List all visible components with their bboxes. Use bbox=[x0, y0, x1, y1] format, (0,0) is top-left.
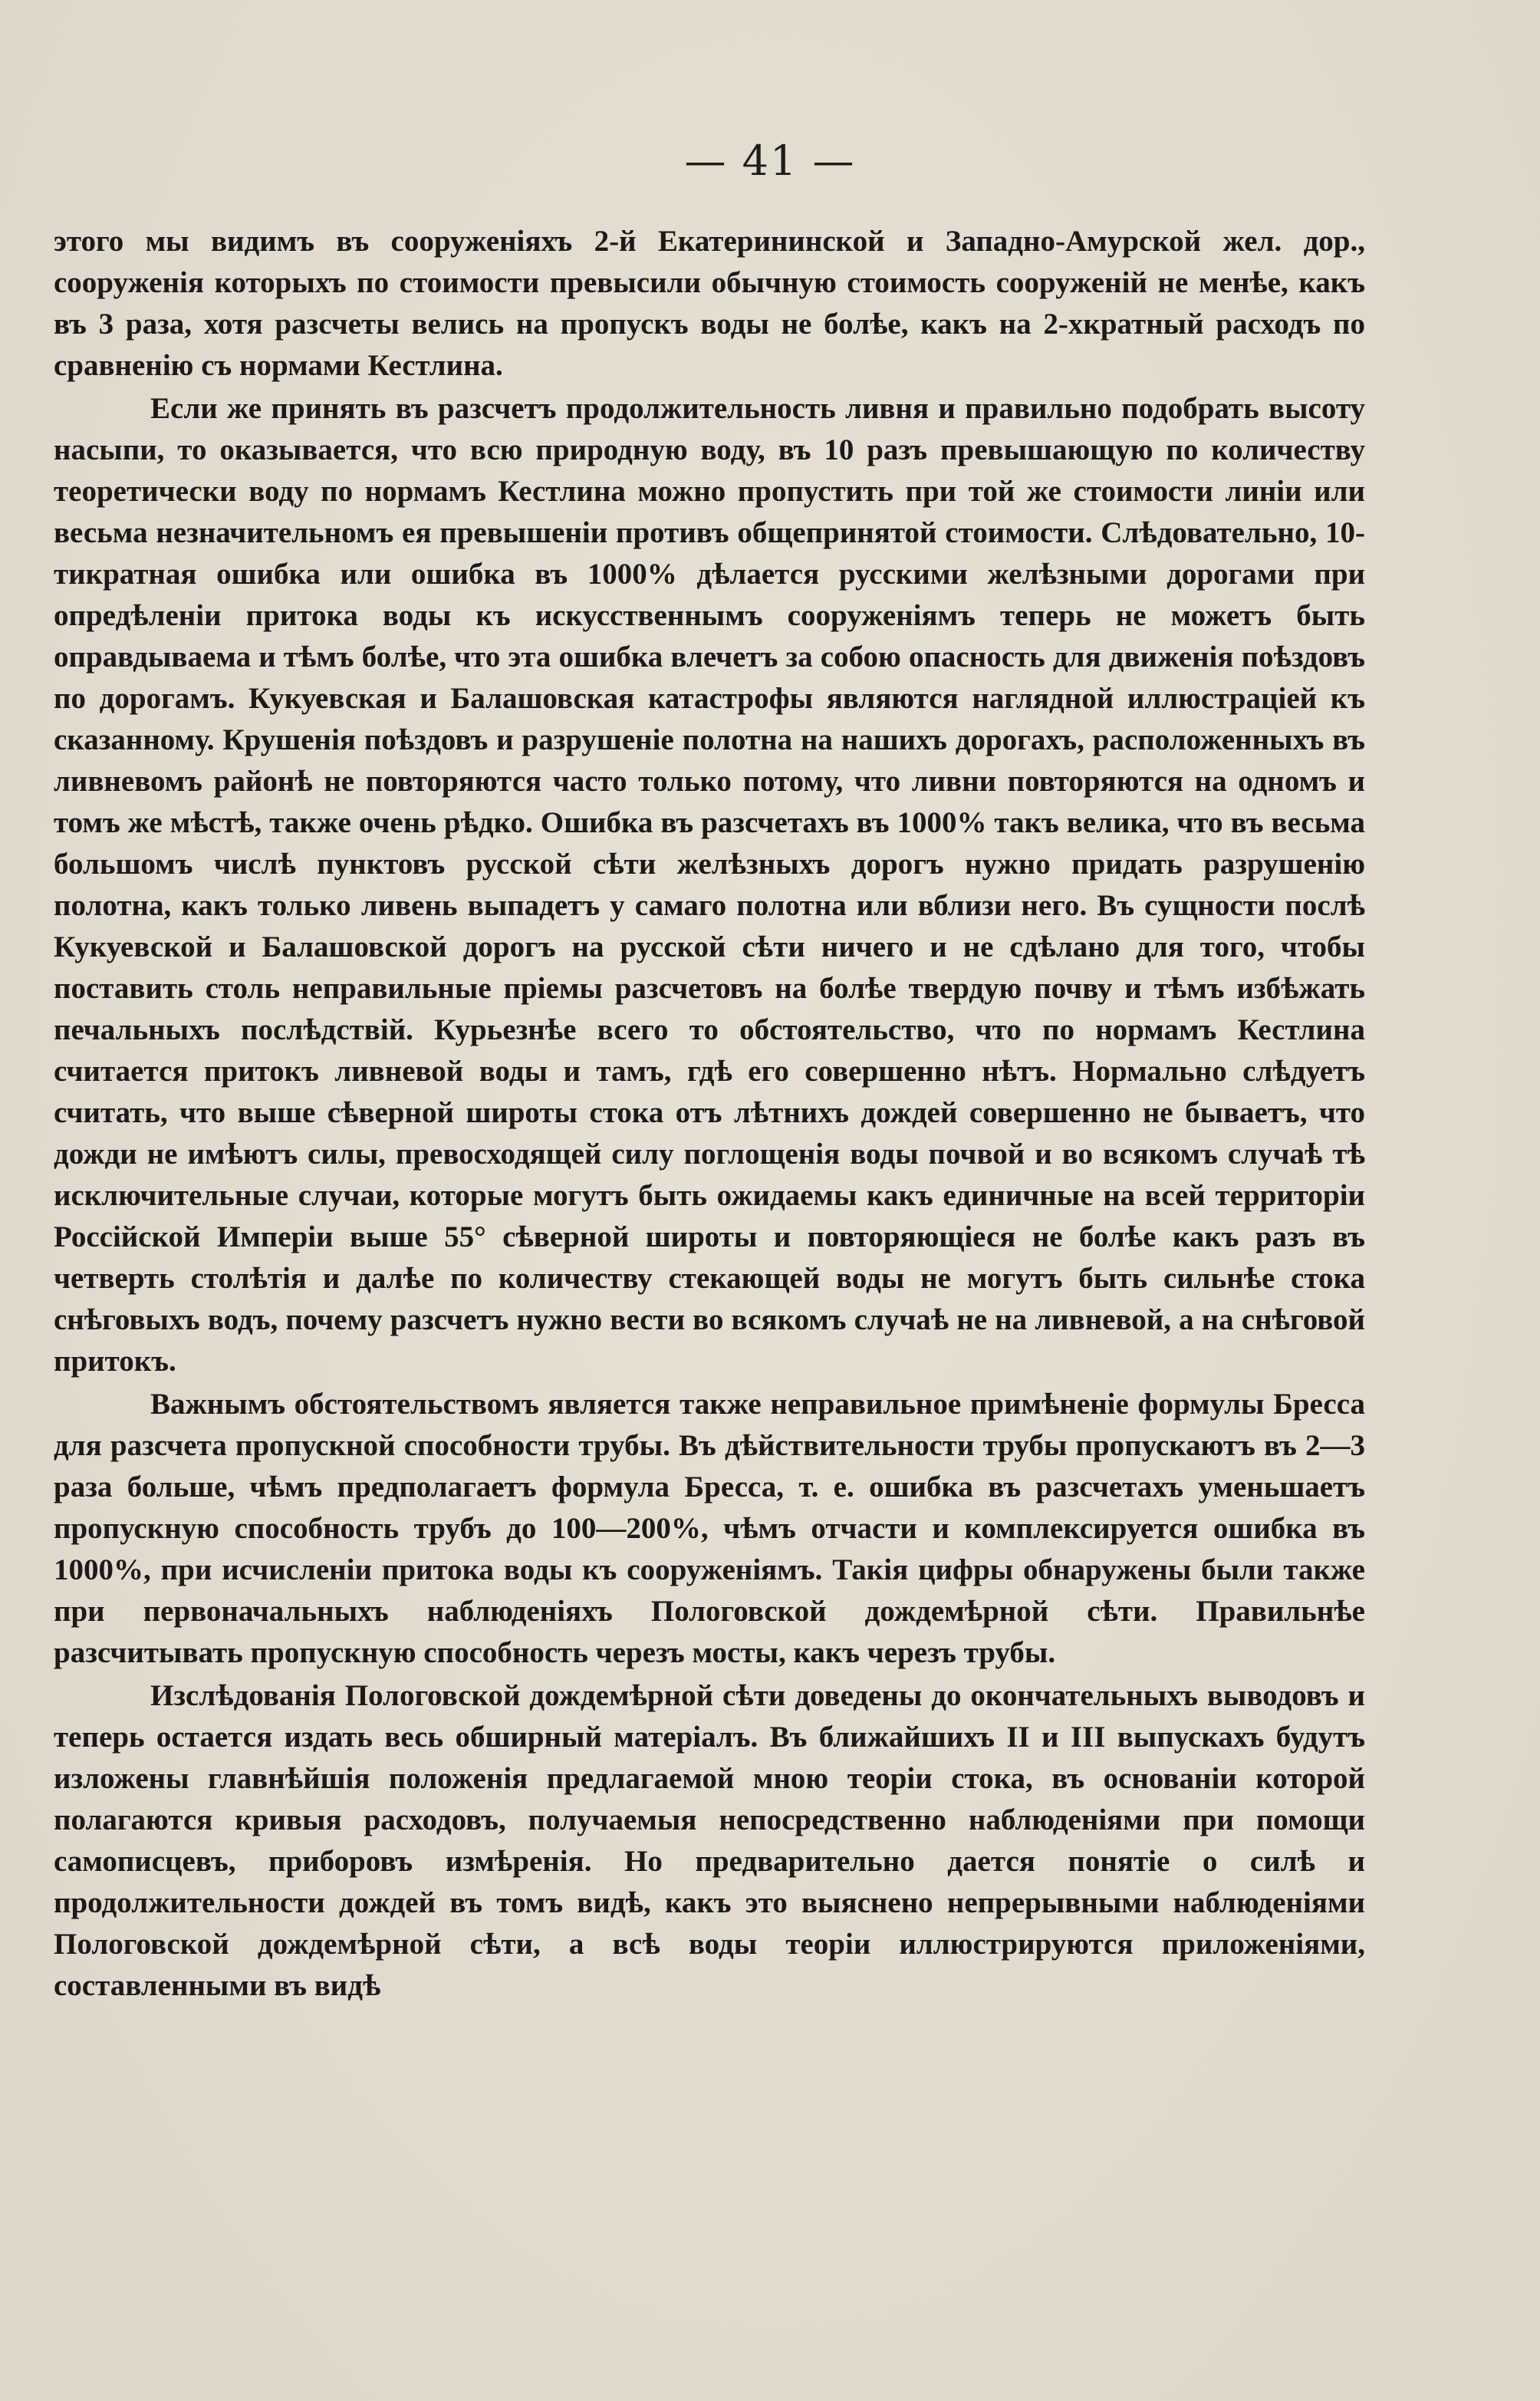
paragraph: Важнымъ обстоятельствомъ является также неправильное примѣненіе формулы Бресса для разсчета пропускной способности трубы. Въ дѣйствительности трубы пропускаютъ въ 2—3 раза больше, чѣмъ предполагаетъ формула Бресса, т. е. ошибка въ разсчетахъ уменьшаетъ пропускную способность трубъ до 100—200%, чѣмъ отчасти и комплексируется ошибка въ 1000%, при исчисленіи притока воды къ сооруженіямъ. Такія цифры обнаружены были также при первоначальныхъ наблюденіяхъ Пологовской дождемѣрной сѣти. Правильнѣе разсчитывать пропускную способность черезъ мосты, какъ черезъ трубы. bbox=[54, 1388, 1365, 1669]
paragraph-continued: этого мы видимъ въ сооруженіяхъ 2-й Екатерининской и Западно-Амурской жел. дор., сооруженія которыхъ по стоимости превысили обычную стоимость сооруженій не менѣе, какъ въ 3 раза, хотя разсчеты велись на пропускъ воды не болѣе, какъ на 2-хкратный расходъ по сравненію съ нормами Кестлина. bbox=[54, 225, 1365, 382]
paragraph: Изслѣдованія Пологовской дождемѣрной сѣти доведены до окончательныхъ выводовъ и теперь остается издать весь обширный матеріалъ. Въ ближайшихъ II и III выпускахъ будутъ изложены главнѣйшія положенія предлагаемой мною теоріи стока, въ основаніи которой полагаются кривыя расходовъ, получаемыя непосредственно наблюденіями при помощи самописцевъ, приборовъ измѣренія. Но предварительно дается понятіе о силѣ и продолжительности дождей въ томъ видѣ, какъ это выяснено непрерывными наблюденіями Пологовской дождемѣрной сѣти, а всѣ воды теоріи иллюстрируются приложеніями, составленными въ видѣ bbox=[54, 1679, 1365, 2002]
text-body bbox=[54, 221, 1365, 2008]
page-number: — 41 — bbox=[684, 137, 856, 185]
paragraph: Если же принять въ разсчетъ продолжительность ливня и правильно подобрать высоту насыпи, то оказывается, что всю природную воду, въ 10 разъ превышающую по количеству теоретически воду по нормамъ Кестлина можно пропустить при той же стоимости линіи или весьма незначительномъ ея превышеніи противъ общепринятой стоимости. Слѣдовательно, 10-тикратная ошибка или ошибка въ 1000% дѣлается русскими желѣзными дорогами при опредѣленіи притока воды къ искусственнымъ сооруженіямъ теперь не можетъ быть оправдываема и тѣмъ болѣе, что эта ошибка влечетъ за собою опасность для движенія поѣздовъ по дорогамъ. Кукуевская и Балашовская катастрофы являются наглядной иллюстраціей къ сказанному. Крушенія поѣздовъ и разрушеніе полотна на нашихъ дорогахъ, расположенныхъ въ ливневомъ районѣ не повторяются часто только потому, что ливни повторяются на одномъ и томъ же мѣстѣ, также очень рѣдко. Ошибка въ разсчетахъ въ 1000% такъ велика, что въ весьма большомъ числѣ пунктовъ русской сѣти желѣзныхъ дорогъ нужно придать разрушенію полотна, какъ только ливень выпадетъ у самаго полотна или вблизи него. Въ сущности послѣ Кукуевской и Балашовской дорогъ на русской сѣти ничего и не сдѣлано для того, чтобы поставить столь неправильные пріемы разсчетовъ на болѣе твердую почву и тѣмъ избѣжать печальныхъ послѣдствій. Курьезнѣе всего то обстоятельство, что по нормамъ Кестлина считается притокъ ливневой воды и тамъ, гдѣ его совершенно нѣтъ. Нормально слѣдуетъ считать, что выше сѣверной широты стока отъ лѣтнихъ дождей совершенно не бываетъ, что дожди не имѣютъ силы, превосходящей силу поглощенія воды почвой и во всякомъ случаѣ тѣ исключительные случаи, которые могутъ быть ожидаемы какъ единичные на всей территоріи Россійской Имперіи выше 55° сѣверной широты и повторяющіеся не болѣе какъ разъ въ четверть столѣтія и далѣе по количеству стекающей воды не могутъ быть сильнѣе стока снѣговыхъ водъ, почему разсчетъ нужно вести во всякомъ случаѣ не на ливневой, а на снѣговой притокъ. bbox=[54, 392, 1365, 1378]
